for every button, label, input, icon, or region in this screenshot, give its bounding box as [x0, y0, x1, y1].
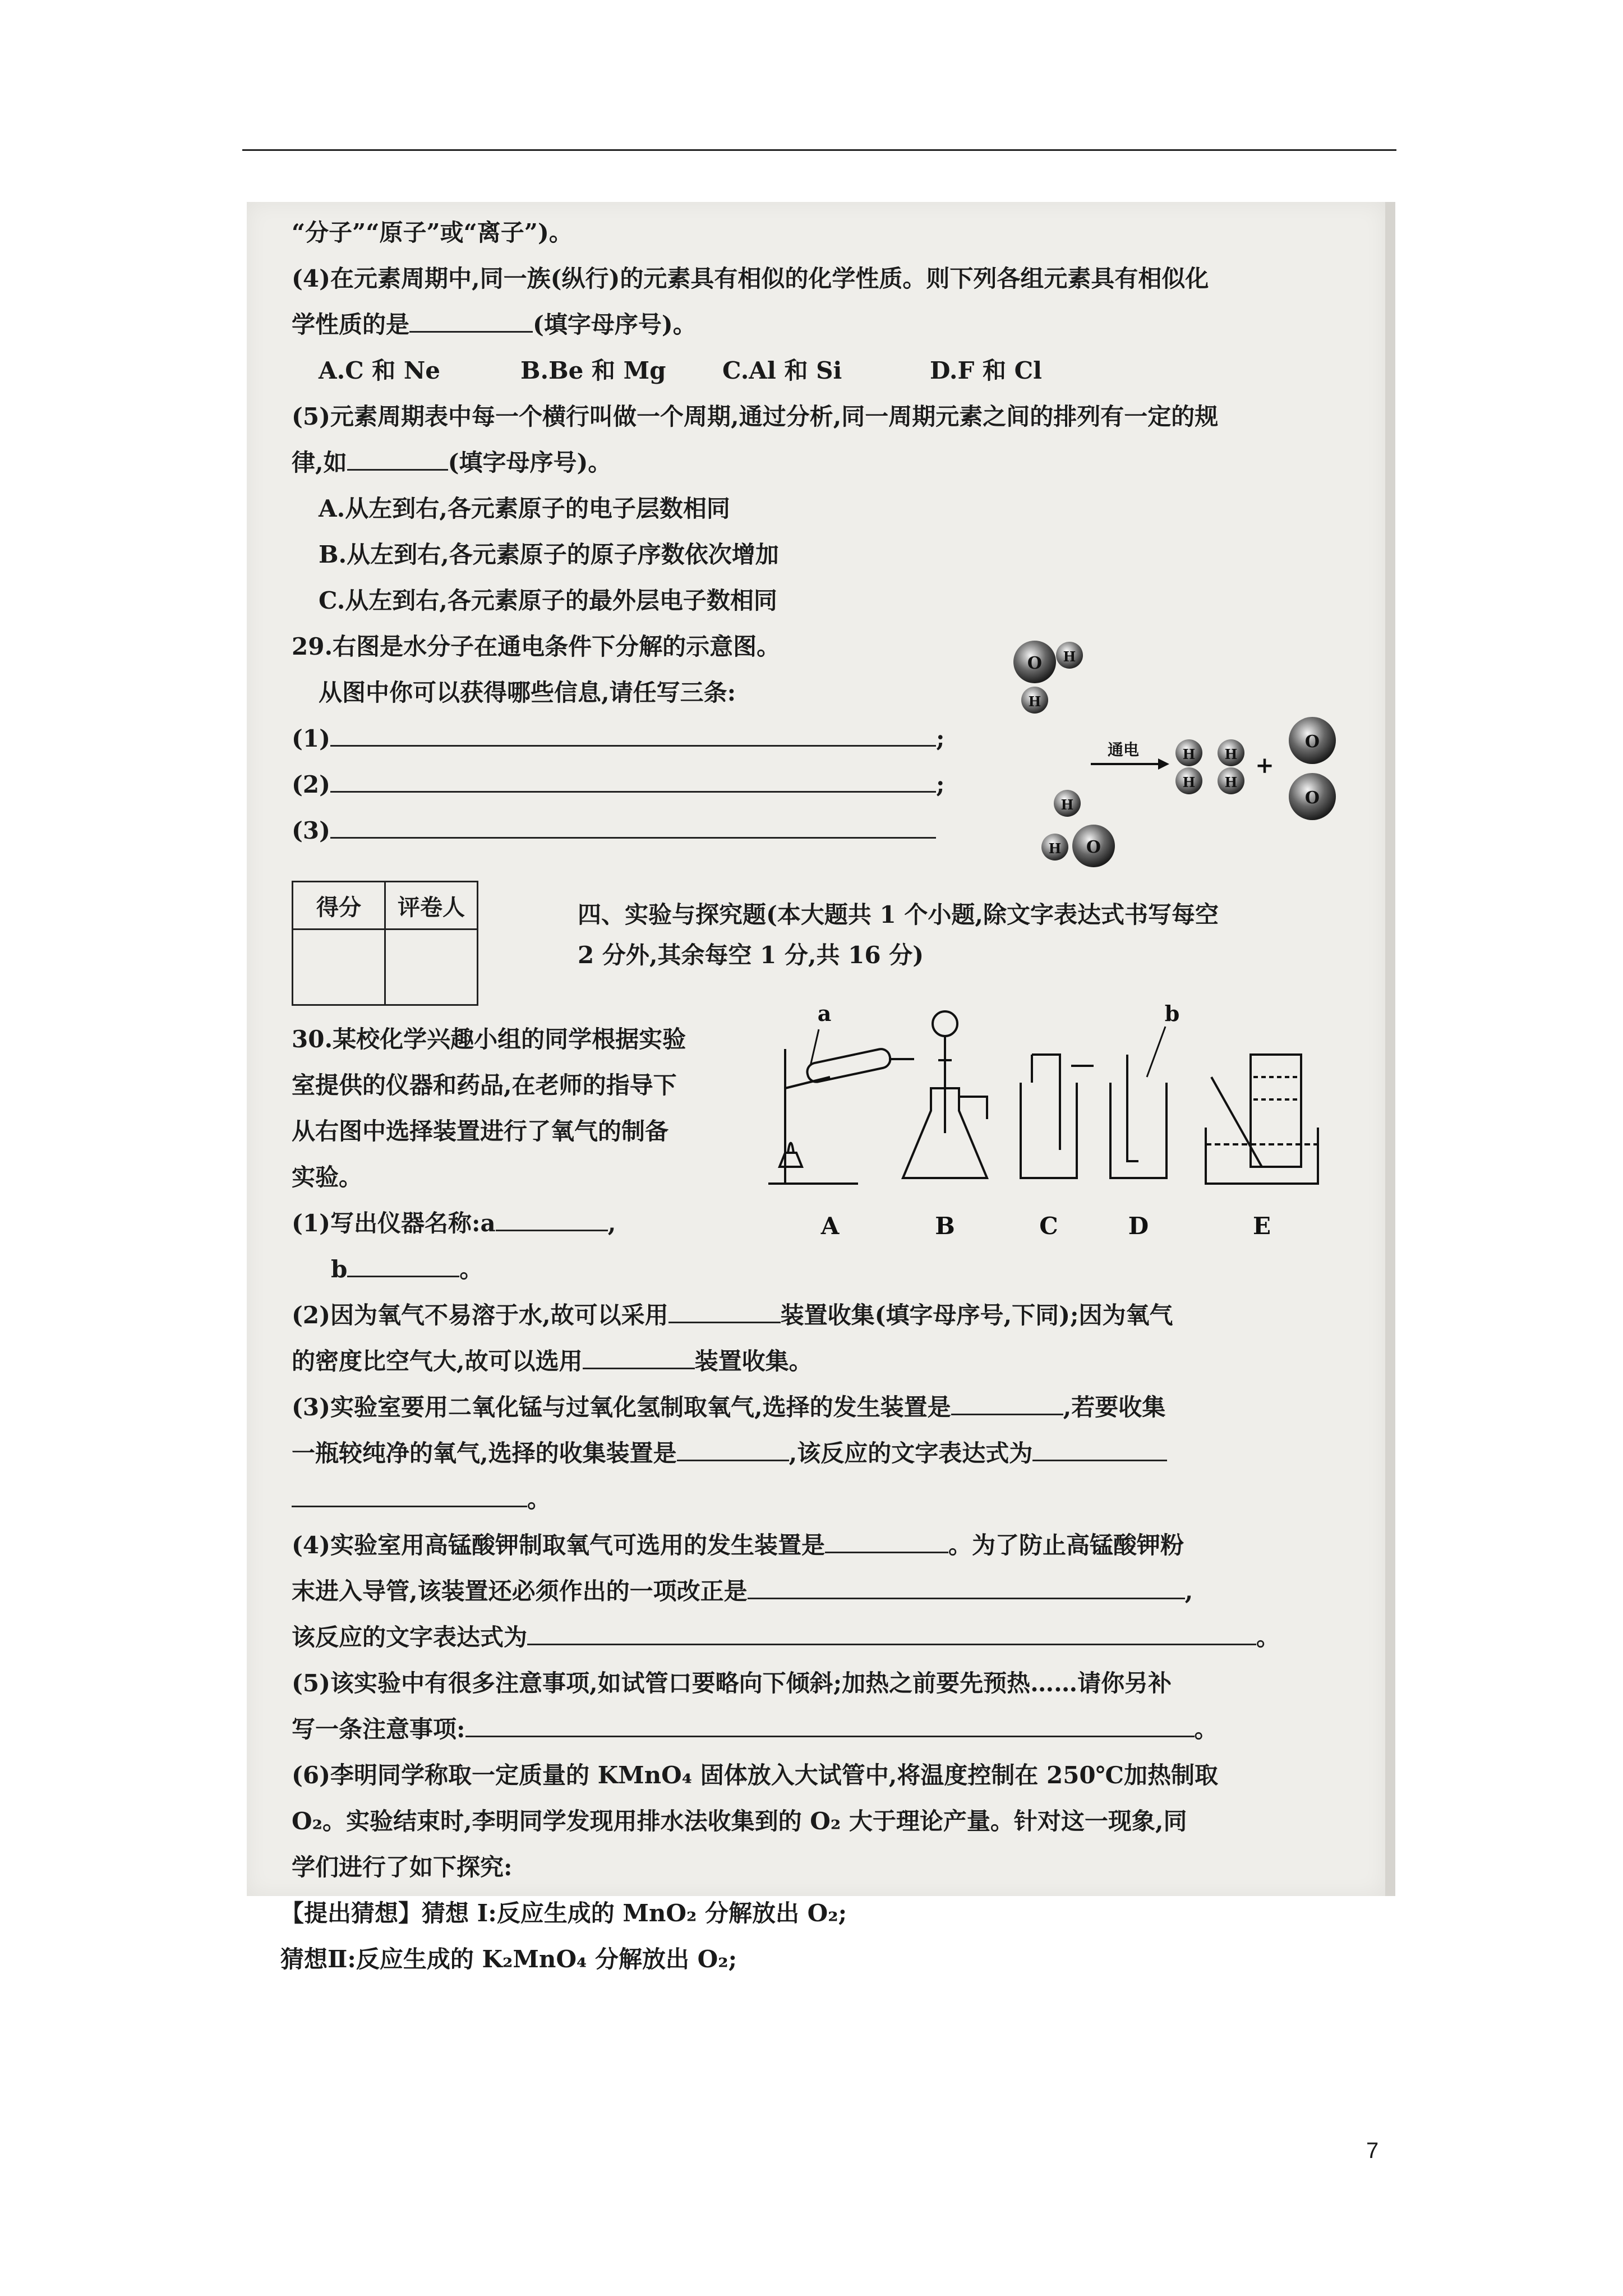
answer-blank [527, 1623, 1256, 1645]
pointer-line [1147, 1027, 1165, 1077]
answer-blank [825, 1531, 948, 1553]
text-span: 写一条注意事项: [292, 1715, 465, 1743]
answer-blank [330, 725, 936, 747]
text-span: 学性质的是 [292, 311, 410, 338]
text-span: (2)因为氧气不易溶于水,故可以采用 [292, 1301, 668, 1329]
section-title: 四、实验与探究题(本大题共 1 个小题,除文字表达式书写每空 [578, 901, 1219, 928]
text-span: (4)实验室用高锰酸钾制取氧气可选用的发生装置是 [292, 1531, 825, 1559]
text-span: (3)实验室要用二氧化锰与过氧化氢制取氧气,选择的发生装置是 [292, 1393, 951, 1421]
text-line [292, 1439, 1167, 1467]
apparatus-a [768, 1047, 914, 1184]
option-a: A.C 和 Ne [319, 357, 440, 384]
text-line [292, 449, 611, 477]
option-a: A.从左到右,各元素原子的电子层数相同 [319, 495, 730, 522]
text-line [292, 1485, 551, 1513]
text-line: 学们进行了如下探究: [292, 1853, 513, 1881]
apparatus-c [1021, 1055, 1094, 1178]
apparatus-label-e: E [1252, 1212, 1271, 1240]
q30-part-3 [292, 1393, 1165, 1421]
q30-part-2 [292, 1301, 1173, 1329]
answer-blank [292, 1485, 527, 1507]
text-line: “分子”“原子”或“离子”)。 [292, 219, 573, 246]
text-line [292, 1347, 813, 1375]
apparatus-label-d: D [1128, 1212, 1149, 1240]
text-span: (填字母序号)。 [533, 311, 697, 338]
item-number: (2) [292, 771, 330, 798]
answer-blank [409, 311, 533, 333]
q30-part-1 [292, 1209, 616, 1237]
q30-part-1b [331, 1255, 483, 1283]
question-29: 29.右图是水分子在通电条件下分解的示意图。 [292, 633, 781, 660]
apparatus-label-a: A [820, 1212, 840, 1240]
option-c: C.从左到右,各元素原子的最外层电子数相同 [319, 587, 777, 614]
text-span: 的密度比空气大,故可以选用 [292, 1347, 583, 1375]
option-c: C.Al 和 Si [722, 357, 842, 384]
answer-line-1 [292, 725, 944, 753]
text-span: 。 [527, 1485, 551, 1513]
apparatus-e [1206, 1055, 1318, 1184]
answer-blank [347, 1255, 459, 1277]
answer-blank [583, 1347, 695, 1369]
hypothesis-2: 猜想Ⅱ:反应生成的 K₂MnO₄ 分解放出 O₂; [280, 1945, 737, 1973]
apparatus-figure [746, 999, 1335, 1313]
text-line: 室提供的仪器和药品,在老师的指导下 [292, 1071, 677, 1099]
text-line: 从右图中选择装置进行了氧气的制备 [292, 1117, 669, 1145]
apparatus-tag-b: b [1164, 1001, 1180, 1026]
text-span: ,若要收集 [1063, 1393, 1166, 1421]
text-line: O₂。实验结束时,李明同学发现用排水法收集到的 O₂ 大于理论产量。针对这一现象,同 [292, 1807, 1187, 1835]
item-number: (3) [292, 817, 330, 844]
section-heading [578, 895, 1219, 976]
atom-label: O [1086, 838, 1101, 857]
text-span: ; [935, 771, 945, 798]
page-number: 7 [1366, 2138, 1379, 2163]
answer-blank [668, 1301, 781, 1323]
answer-blank [496, 1209, 608, 1231]
text-span: b [331, 1255, 348, 1283]
text-line: 实验。 [292, 1163, 363, 1191]
apparatus-d [1110, 1055, 1166, 1178]
atom-label: H [1182, 746, 1196, 762]
text-line [292, 311, 697, 339]
question-30: 30.某校化学兴趣小组的同学根据实验 [292, 1025, 686, 1053]
pointer-line [810, 1029, 819, 1066]
text-span: 装置收集。 [694, 1347, 813, 1375]
text-span: 。 [1194, 1715, 1218, 1743]
option-b: B.从左到右,各元素原子的原子序数依次增加 [319, 541, 779, 568]
answer-line-2 [292, 771, 944, 799]
text-span: 律,如 [292, 449, 347, 476]
answer-blank [330, 771, 936, 793]
apparatus-label-c: C [1039, 1212, 1058, 1240]
option-d: D.F 和 Cl [930, 357, 1042, 384]
text-line: 从图中你可以获得哪些信息,请任写三条: [319, 679, 736, 706]
oxygen-molecule [1289, 717, 1336, 820]
text-span: , [1184, 1577, 1193, 1605]
item-number: (1) [292, 725, 330, 752]
text-line [292, 1623, 1280, 1651]
answer-line-3 [292, 817, 936, 845]
answer-blank [1032, 1439, 1167, 1461]
hypothesis-1: 【提出猜想】猜想 I:反应生成的 MnO₂ 分解放出 O₂; [280, 1899, 847, 1927]
water-molecule-1 [1013, 641, 1083, 714]
text-span: , [607, 1209, 616, 1237]
atom-label: O [1304, 732, 1320, 752]
hydrogen-molecules [1175, 739, 1244, 794]
scanned-exam-page [247, 202, 1395, 1973]
question-5: (5)元素周期表中每一个横行叫做一个周期,通过分析,同一周期元素之间的排列有一定的规 [292, 403, 1219, 430]
plus-sign: + [1255, 752, 1274, 779]
atom-label: H [1182, 774, 1196, 790]
text-span: 该反应的文字表达式为 [292, 1623, 528, 1651]
text-span: 。 [459, 1255, 483, 1283]
option-b: B.Be 和 Mg [520, 357, 666, 384]
answer-blank [347, 449, 448, 471]
water-molecule-2 [1041, 790, 1115, 867]
apparatus-label-b: B [935, 1212, 955, 1240]
answer-blank [677, 1439, 789, 1461]
text-line [292, 1577, 1193, 1605]
text-span: (填字母序号)。 [448, 449, 612, 476]
text-span: 末进入导管,该装置还必须作出的一项改正是 [292, 1577, 748, 1605]
q30-part-6: (6)李明同学称取一定质量的 KMnO₄ 固体放入大试管中,将温度控制在 250℃加热制取 [292, 1761, 1218, 1789]
text-span: ,该反应的文字表达式为 [789, 1439, 1033, 1467]
atom-label: H [1028, 693, 1041, 710]
text-span: 一瓶较纯净的氧气,选择的收集装置是 [292, 1439, 677, 1467]
text-span: 。 [1256, 1623, 1280, 1651]
answer-blank [330, 817, 936, 839]
atom-label: H [1063, 648, 1076, 665]
section-subtitle: 2 分外,其余每空 1 分,共 16 分) [578, 941, 924, 969]
text-span: 装置收集(填字母序号,下同);因为氧气 [780, 1301, 1173, 1329]
apparatus-b [903, 1011, 987, 1178]
text-span: (1)写出仪器名称:a [292, 1209, 496, 1237]
options-row [319, 357, 1042, 385]
answer-blank [465, 1715, 1195, 1737]
header-rule [242, 149, 1396, 151]
atom-label: H [1224, 774, 1238, 790]
q30-part-5: (5)该实验中有很多注意事项,如试管口要略向下倾斜;加热之前要先预热……请你另补 [292, 1669, 1172, 1697]
atom-label: O [1304, 788, 1320, 808]
question-4: (4)在元素周期中,同一族(纵行)的元素具有相似的化学性质。则下列各组元素具有相似化 [292, 265, 1209, 292]
arrow-head-icon [1158, 758, 1169, 770]
atom-label: H [1224, 746, 1238, 762]
text-span: ; [935, 725, 945, 752]
apparatus-tag-a: a [817, 1001, 832, 1026]
answer-blank [951, 1393, 1063, 1415]
arrow-label: 通电 [1107, 740, 1140, 759]
atom-label: H [1048, 840, 1062, 857]
grader-cell [385, 930, 478, 1005]
score-header: 得分 [293, 882, 385, 930]
score-table [292, 881, 478, 1006]
score-cell [293, 930, 385, 1005]
answer-blank [748, 1577, 1185, 1599]
atom-label: H [1061, 797, 1074, 813]
atom-label: O [1027, 654, 1043, 673]
q30-part-4 [292, 1531, 1184, 1559]
text-line [292, 1715, 1218, 1743]
text-span: 。为了防止高锰酸钾粉 [948, 1531, 1184, 1559]
grader-header: 评卷人 [385, 882, 478, 930]
